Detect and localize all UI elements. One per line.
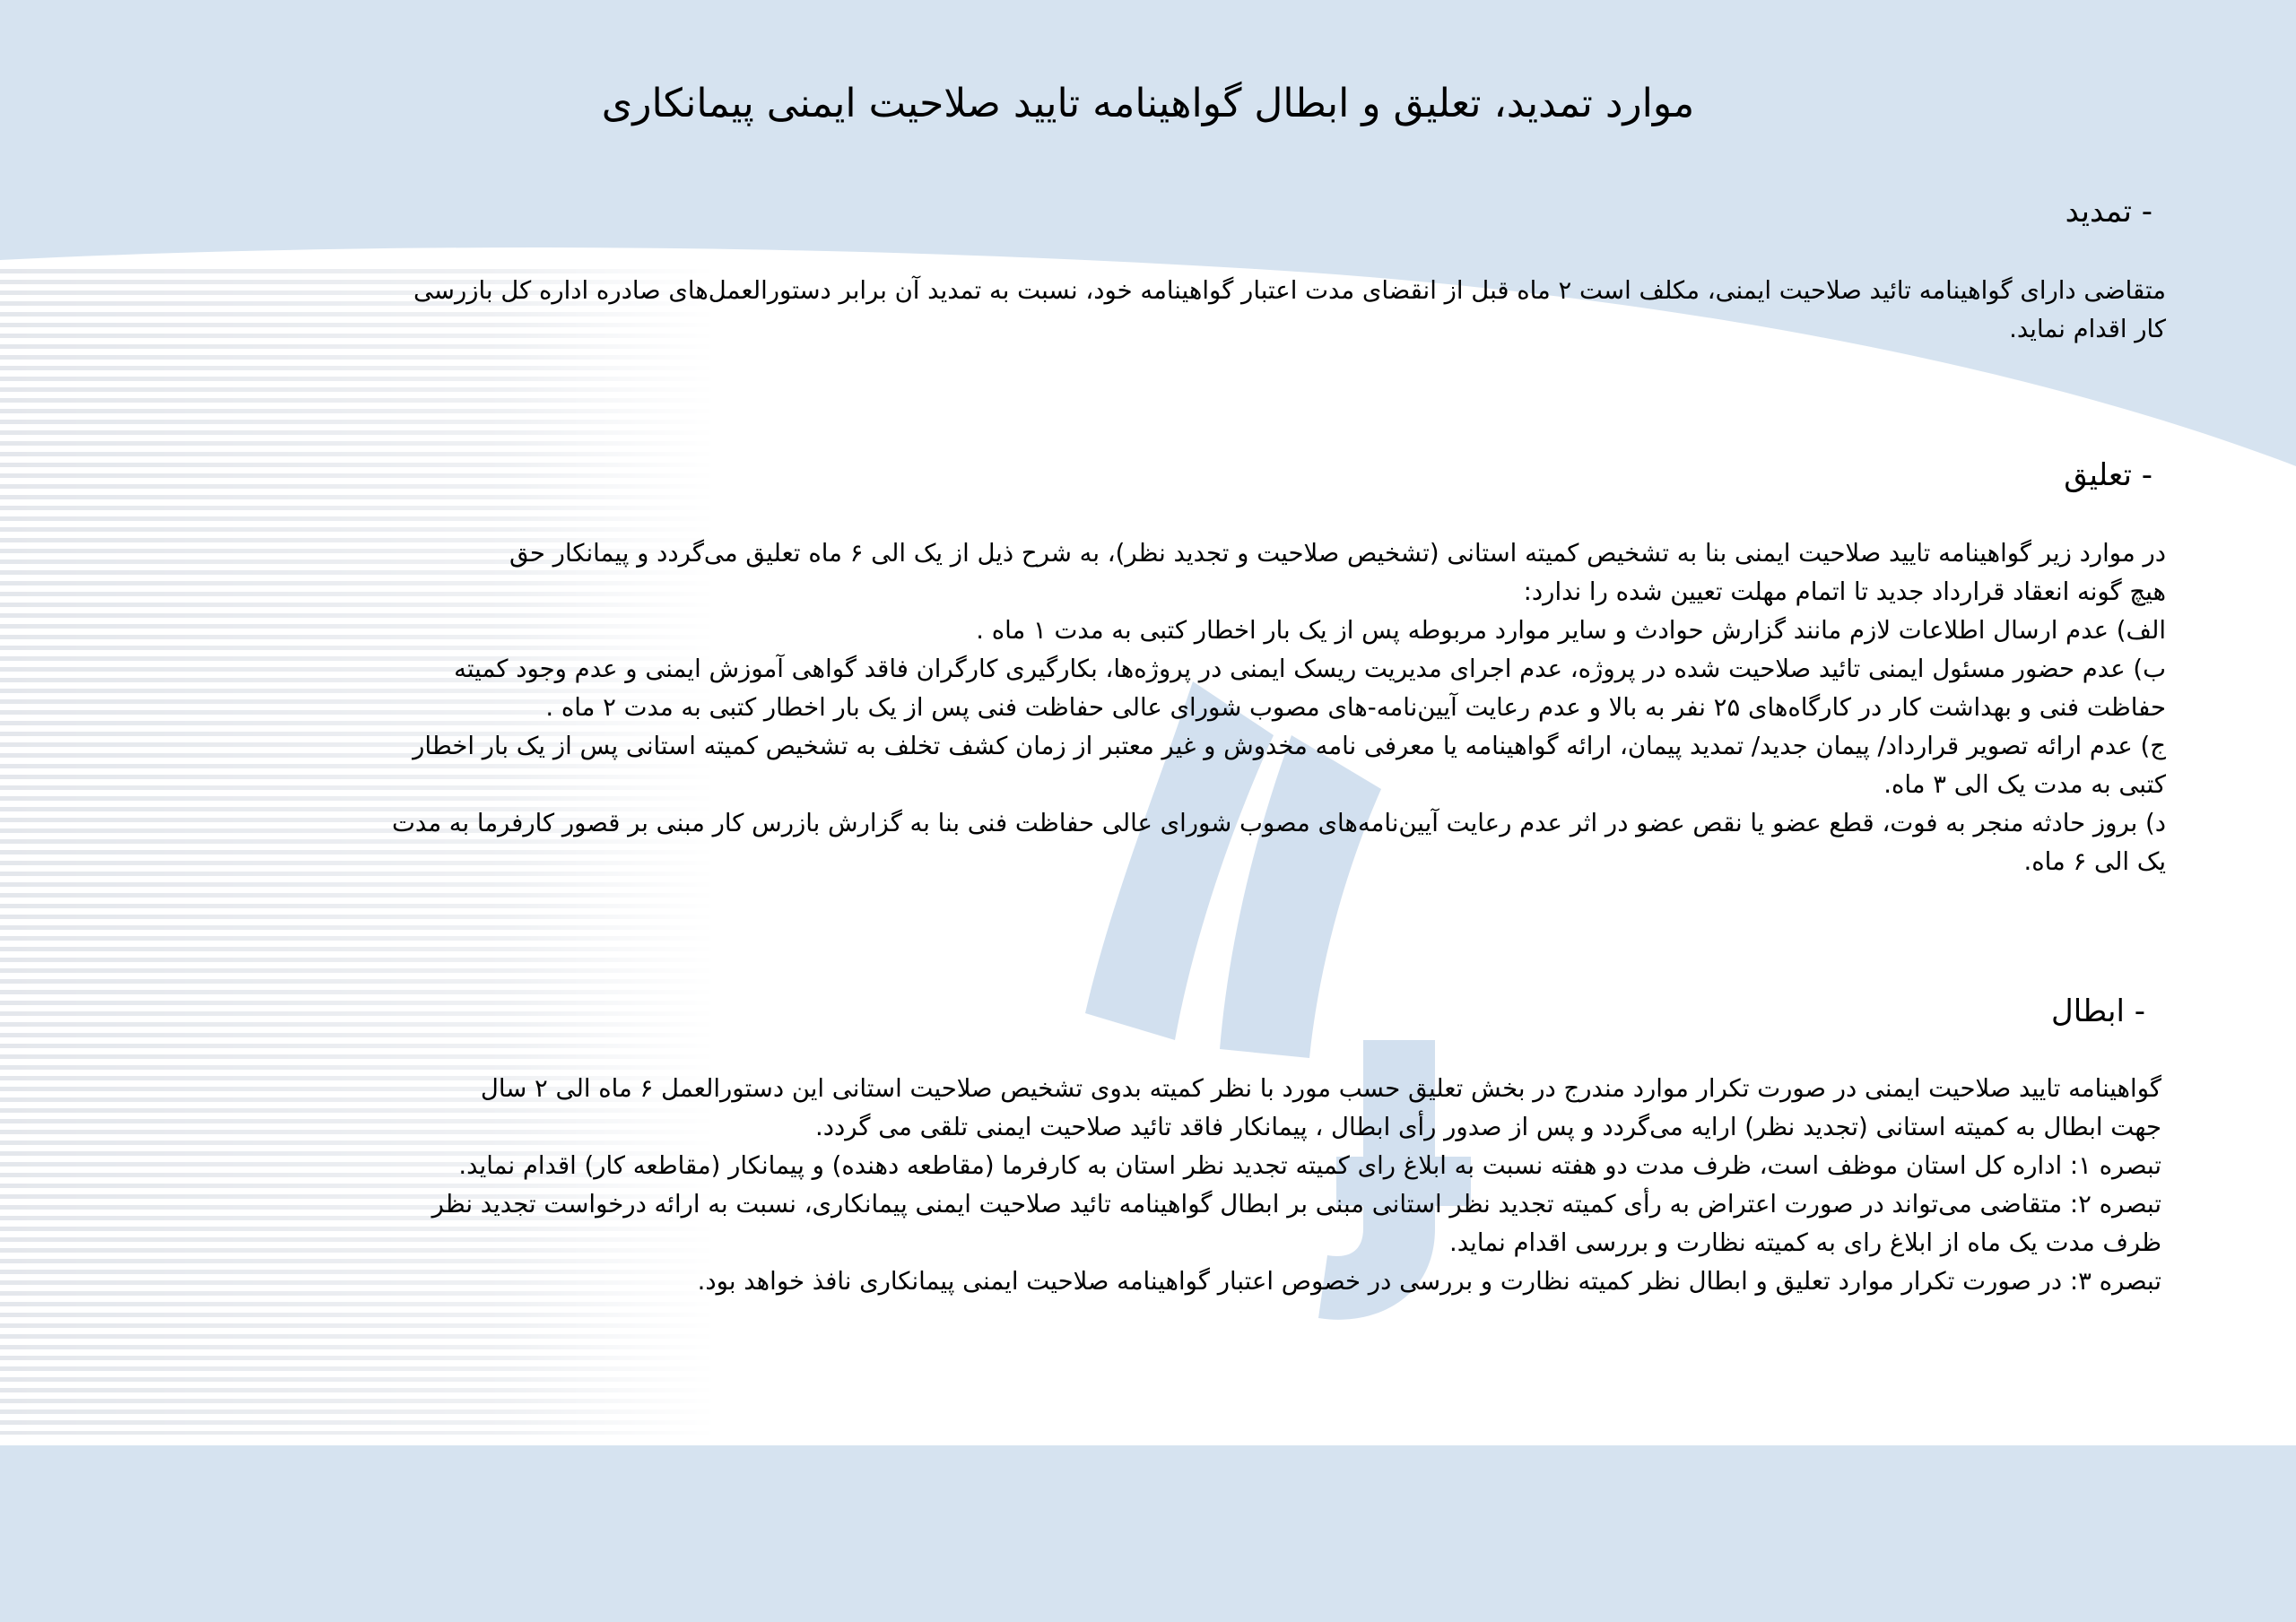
text-line: تبصره ۲: متقاضی می‌تواند در صورت اعتراض به رأی کمیته تجدید نظر استانی مبنی بر ابطال گواهینامه تائید صلاحیت ایمنی پیمانکاری، نسبت به ارائه درخواست تجدید نظر [431,1190,2161,1219]
section-heading-renewal: - تمدید [2065,194,2152,230]
document-title: موارد تمدید، تعلیق و ابطال گواهینامه تایید صلاحیت ایمنی پیمانکاری [601,81,1695,126]
text-line: ب) عدم حضور مسئول ایمنی تائید صلاحیت شده در پروژه، عدم اجرای مدیریت ریسک ایمنی در پروژه‌ها، بکارگیری کارگران فاقد گواهی آموزش ایمنی و عدم وجود کمیته [454,655,2166,683]
text-line: متقاضی دارای گواهینامه تائید صلاحیت ایمنی، مکلف است ۲ ماه قبل از انقضای مدت اعتبار گواهینامه خود، نسبت به تمدید آن برابر دستورالعمل‌های صادره اداره کل بازرسی [413,276,2166,305]
text-line: گواهینامه تایید صلاحیت ایمنی در صورت تکرار موارد مندرج در بخش تعلیق حسب مورد با نظر کمیته بدوی تشخیص صلاحیت استانی این دستورالعمل ۶ ماه الی ۲ سال [480,1074,2161,1103]
text-line: در موارد زیر گواهینامه تایید صلاحیت ایمنی بنا به تشخیص کمیته استانی (تشخیص صلاحیت و تجدید نظر)، به شرح ذیل از یک الی ۶ ماه تعلیق می‌گردد و پیمانکار حق [509,539,2166,568]
section-heading-suspension: - تعلیق [2064,457,2152,493]
text-line: کار اقدام نماید. [2009,315,2166,343]
text-line: تبصره ۱: اداره کل استان موظف است، ظرف مدت دو هفته نسبت به ابلاغ رای کمیته تجدید نظر استان به کارفرما (مقاطعه دهنده) و پیمانکار (مقاطعه کار) اقدام نماید. [458,1151,2161,1180]
text-line: تبصره ۳: در صورت تکرار موارد تعلیق و ابطال نظر کمیته نظارت و بررسی در خصوص اعتبار گواهینامه صلاحیت ایمنی پیمانکاری نافذ خواهد بود. [697,1267,2161,1296]
text-line: هیچ گونه انعقاد قرارداد جدید تا اتمام مهلت تعیین شده را ندارد: [1523,577,2166,606]
suspension-paragraph [135,534,2166,881]
revocation-paragraph [135,1070,2161,1301]
text-line: د) بروز حادثه منجر به فوت، قطع عضو یا نقص عضو در اثر عدم رعایت آیین‌نامه‌های مصوب شورای عالی حفاظت فنی بنا به گزارش بازرس کار مبنی بر قصور کارفرما به مدت [392,809,2166,837]
text-line: ظرف مدت یک ماه از ابلاغ رای به کمیته نظارت و بررسی اقدام نماید. [1448,1228,2161,1257]
text-line: ج) عدم ارائه تصویر قرارداد/ پیمان جدید/ تمدید پیمان، ارائه گواهینامه یا معرفی نامه مخدوش و غیر معتبر از زمان کشف تخلف به تشخیص کمیته استانی پس از یک بار اخطار [413,732,2166,760]
text-line: کتبی به مدت یک الی ۳ ماه. [1883,770,2166,799]
renewal-paragraph [135,272,2166,349]
text-line: جهت ابطال به کمیته استانی (تجدید نظر) ارایه می‌گردد و پس از صدور رأی ابطال ، پیمانکار فاقد تائید صلاحیت ایمنی تلقی می گردد. [814,1113,2161,1141]
text-line: الف) عدم ارسال اطلاعات لازم مانند گزارش حوادث و سایر موارد مربوطه پس از یک بار اخطار کتبی به مدت ۱ ماه . [976,616,2166,645]
text-line: یک الی ۶ ماه. [2023,847,2166,876]
text-line: حفاظت فنی و بهداشت کار در کارگاه‌های ۲۵ نفر به بالا و عدم رعایت آیین‌نامه-های مصوب شورای عالی حفاظت فنی پس از یک بار اخطار کتبی به مدت ۲ ماه . [545,693,2166,722]
section-heading-revocation: - ابطال [2051,993,2145,1029]
